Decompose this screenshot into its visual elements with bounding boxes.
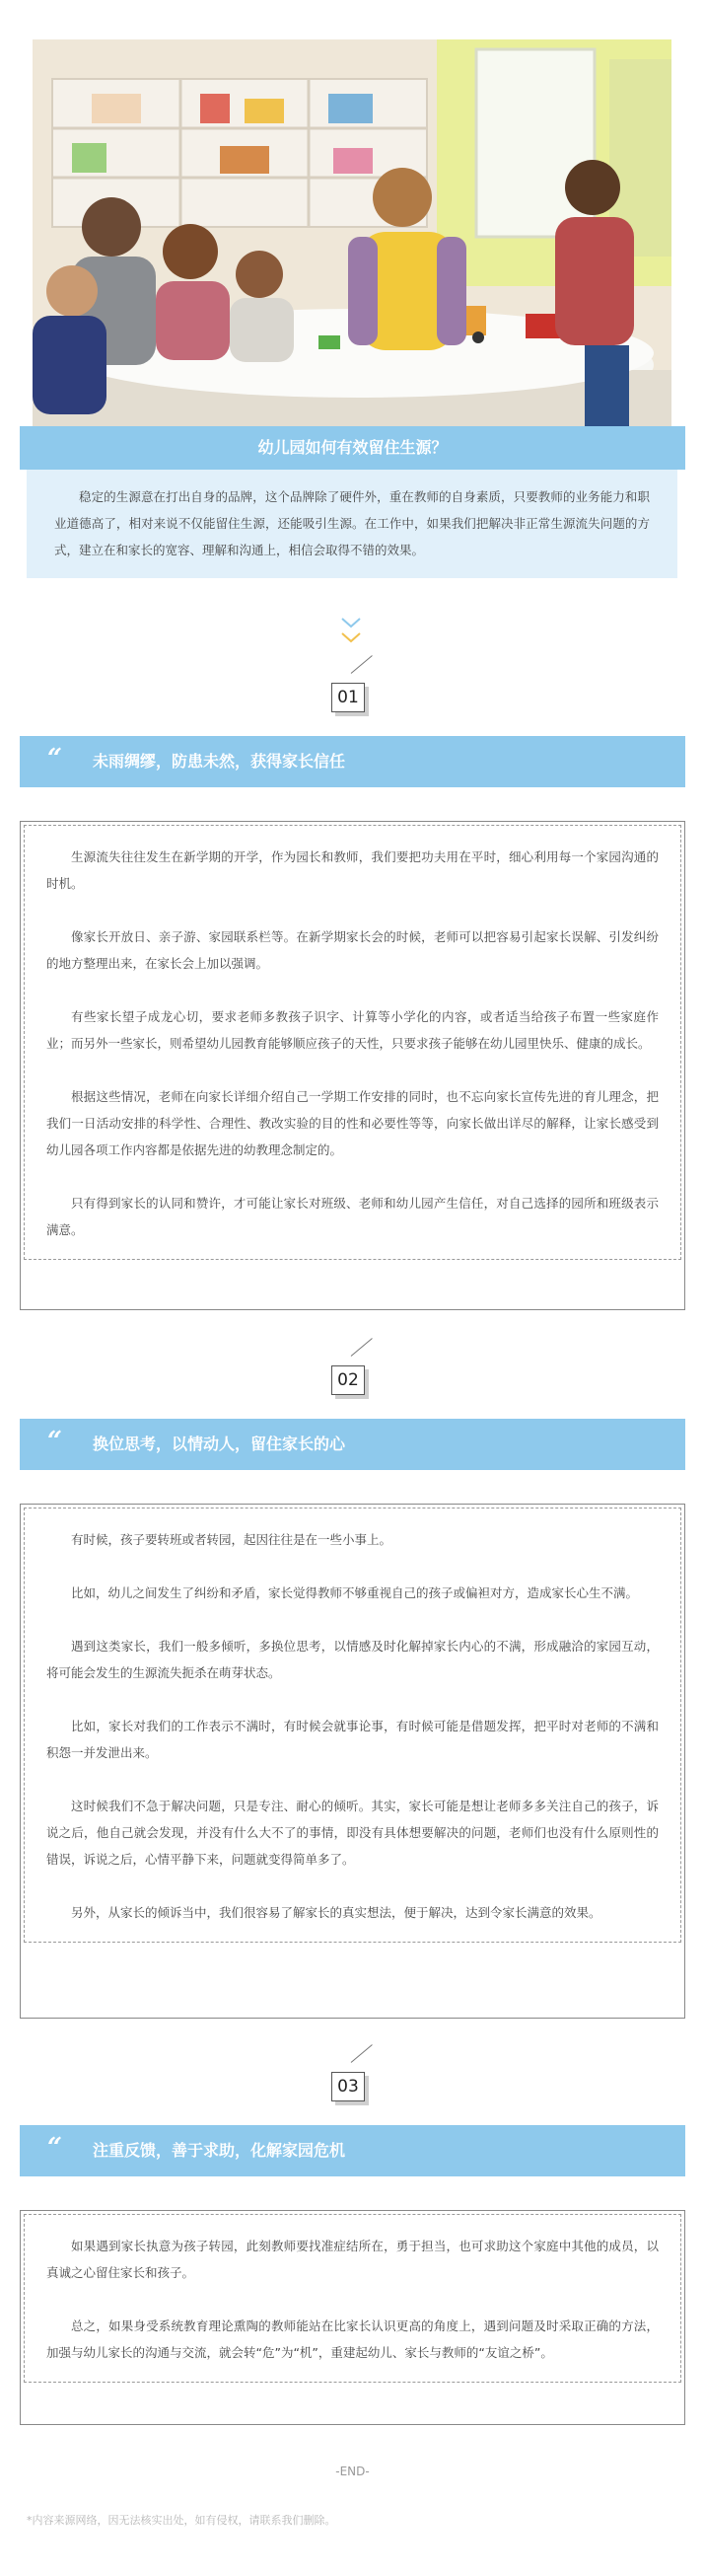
paragraph: 遇到这类家长，我们一般多倾听，多换位思考，以情感及时化解掉家长内心的不满，形成融洽的家园互动，将可能会发生的生源流失扼杀在萌芽状态。 (46, 1639, 659, 1680)
intro-title: 幼儿园如何有效留住生源？ (20, 426, 685, 470)
paragraph: 比如，幼儿之间发生了纠纷和矛盾，家长觉得教师不够重视自己的孩子或偏袒对方，造成家长心生不满。 (71, 1585, 639, 1600)
intro-body: 稳定的生源意在打出自身的品牌，这个品牌除了硬件外，重在教师的自身素质，只要教师的业务能力和职业道德高了，相对来说不仅能留住生源，还能吸引生源。在工作中，如果我们把解决非正常生源流失问题的方式，建立在和家长的宽容、理解和沟通上，相信会取得不错的效果。 (27, 470, 677, 578)
section-heading: 注重反馈，善于求助，化解家园危机 (93, 2141, 346, 2160)
paragraph: 总之，如果身受系统教育理论熏陶的教师能站在比家长认识更高的角度上，遇到问题及时采取正确的方法，加强与幼儿家长的沟通与交流，就会转“危”为“机”，重建起幼儿、家长与教师的“友谊之桥”。 (46, 2318, 659, 2360)
section-card (20, 821, 685, 1310)
section-heading: 换位思考，以情动人，留住家长的心 (93, 1435, 346, 1453)
paragraph: 只有得到家长的认同和赞许，才可能让家长对班级、老师和幼儿园产生信任，对自己选择的园所和班级表示满意。 (46, 1196, 659, 1237)
section-card (20, 1504, 685, 2019)
section-heading: 未雨绸缪，防患未然，获得家长信任 (93, 752, 346, 771)
paragraph: 如果遇到家长执意为孩子转园，此刻教师要找准症结所在，勇于担当，也可求助这个家庭中其他的成员，以真诚之心留住家长和孩子。 (46, 2239, 659, 2280)
quote-mark-icon: “ (47, 1427, 62, 1456)
section-heading-band (20, 1419, 685, 1470)
paragraph: 有些家长望子成龙心切，要求老师多教孩子识字、计算等小学化的内容，或者适当给孩子布置一些家庭作业；而另外一些家长，则希望幼儿园教育能够顺应孩子的天性，只要求孩子能够在幼儿园里快乐、健康的成长。 (46, 1009, 659, 1051)
classroom-illustration (33, 39, 671, 426)
paragraph: 这时候我们不急于解决问题，只是专注、耐心的倾听。其实，家长可能是想让老师多多关注自己的孩子，诉说之后，他自己就会发现，并没有什么大不了的事情，即没有具体想要解决的问题，老师们也没有什么原则性的错误，诉说之后，心情平静下来，问题就变得简单多了。 (46, 1799, 659, 1867)
quote-mark-icon: “ (47, 744, 62, 773)
section-heading-band (20, 736, 685, 787)
hero-image (33, 39, 671, 426)
end-marker: -END- (335, 2465, 370, 2478)
chevron-down-icon (340, 631, 362, 643)
section-number-badge (331, 2070, 369, 2105)
paragraph: 比如，家长对我们的工作表示不满时，有时候会就事论事，有时候可能是借题发挥，把平时对老师的不满和积怨一并发泄出来。 (46, 1719, 659, 1760)
chevron-down-icon (340, 617, 362, 628)
section-number-badge (331, 681, 369, 716)
section-number: 01 (331, 683, 365, 712)
section-heading-band (20, 2125, 685, 2176)
section-number: 03 (331, 2072, 365, 2101)
section-number-badge (331, 1363, 369, 1399)
section-number: 02 (331, 1365, 365, 1395)
paragraph: 另外，从家长的倾诉当中，我们很容易了解家长的真实想法，便于解决，达到令家长满意的效果。 (71, 1905, 601, 1920)
section-card (20, 2210, 685, 2425)
paragraph: 像家长开放日、亲子游、家园联系栏等。在新学期家长会的时候，老师可以把容易引起家长误解、引发纠纷的地方整理出来，在家长会上加以强调。 (46, 929, 659, 971)
quote-mark-icon: “ (47, 2133, 62, 2163)
paragraph: 生源流失往往发生在新学期的开学，作为园长和教师，我们要把功夫用在平时，细心利用每一个家园沟通的时机。 (46, 849, 659, 891)
paragraph: 有时候，孩子要转班或者转园，起因往往是在一些小事上。 (71, 1532, 392, 1547)
copyright-note: *内容来源网络，因无法核实出处，如有侵权，请联系我们删除。 (27, 2514, 336, 2527)
paragraph: 根据这些情况，老师在向家长详细介绍自己一学期工作安排的同时，也不忘向家长宣传先进的育儿理念，把我们一日活动安排的科学性、合理性、教改实验的目的性和必要性等等，向家长做出详尽的解释，让家长感受到幼儿园各项工作内容都是依据先进的幼教理念制定的。 (46, 1089, 659, 1157)
